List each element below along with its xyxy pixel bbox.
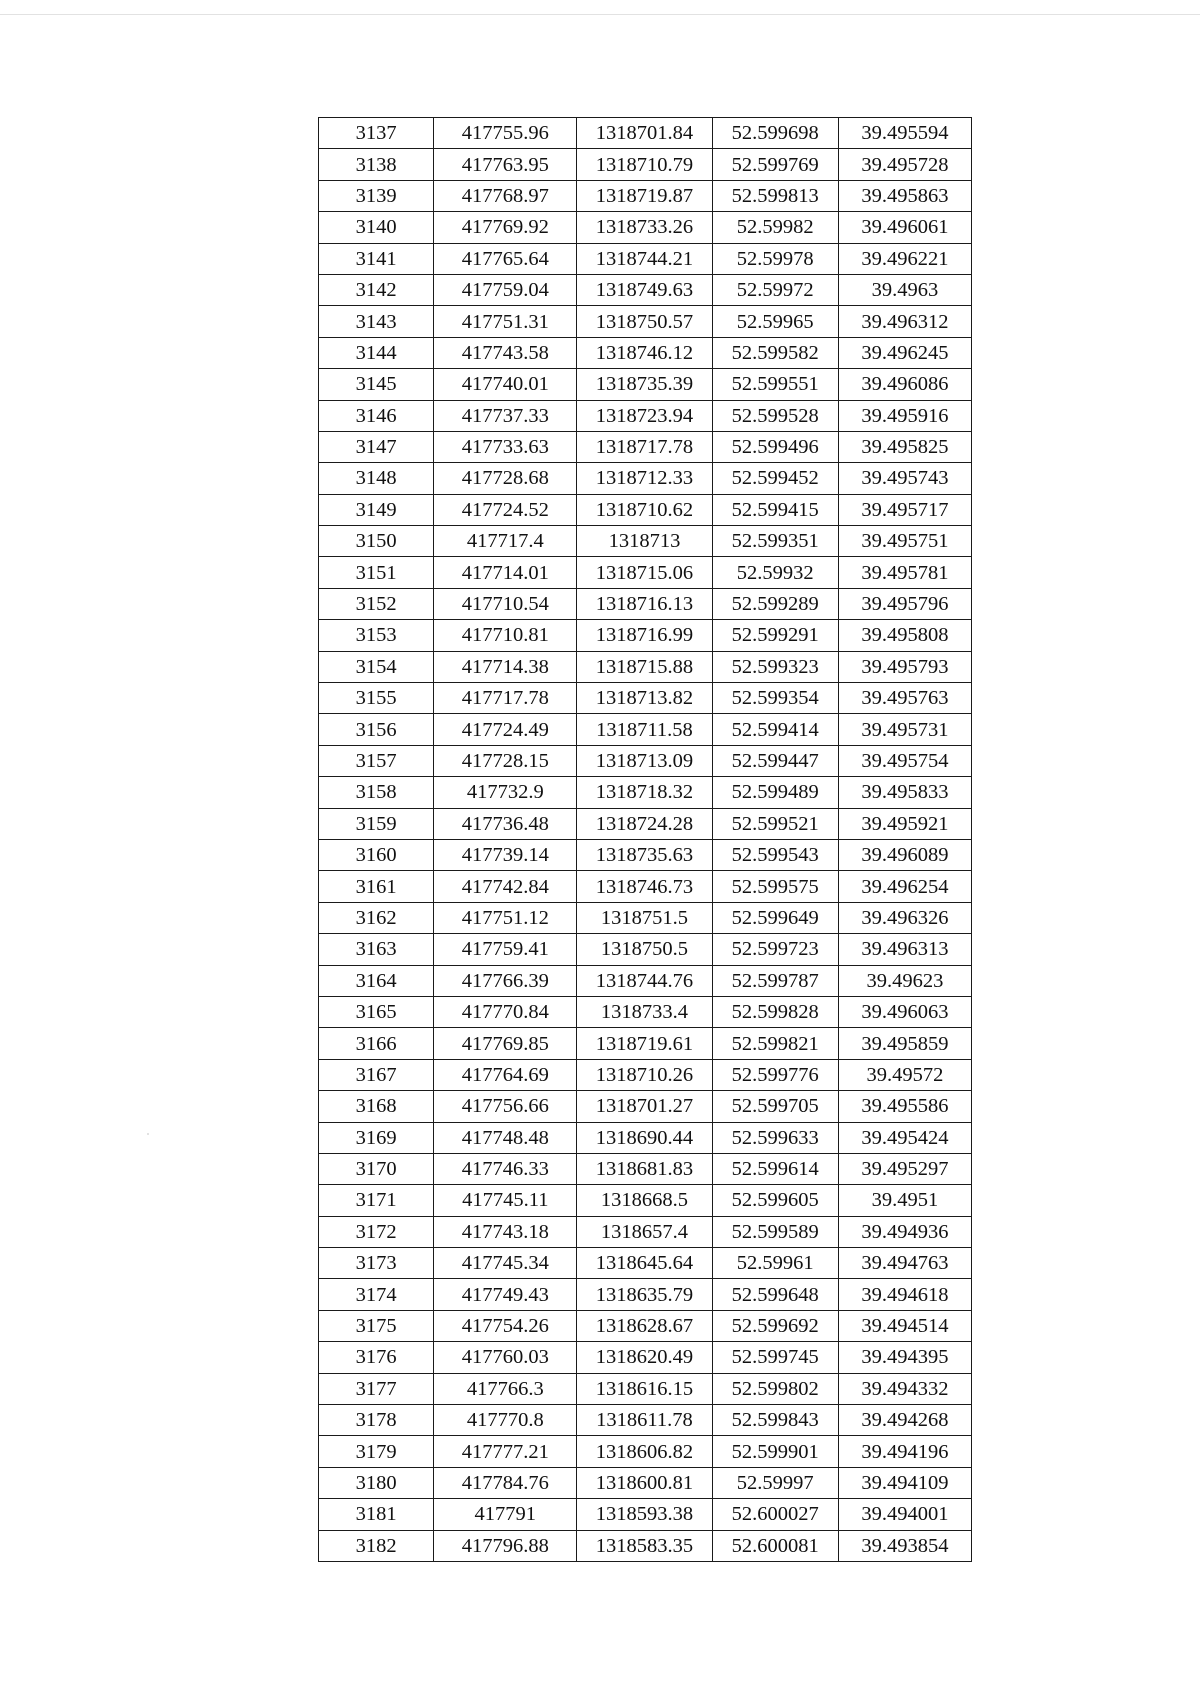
longitude-cell: 39.49623: [838, 965, 971, 996]
y-coordinate-cell: 1318733.26: [577, 212, 712, 243]
y-coordinate-cell: 1318690.44: [577, 1122, 712, 1153]
latitude-cell: 52.599843: [712, 1405, 838, 1436]
x-coordinate-cell: 417743.18: [434, 1216, 577, 1247]
x-coordinate-cell: 417743.58: [434, 337, 577, 368]
x-coordinate-cell: 417746.33: [434, 1153, 577, 1184]
longitude-cell: 39.495793: [838, 651, 971, 682]
table-row: [319, 1310, 972, 1341]
table-row: [319, 243, 972, 274]
table-row: [319, 369, 972, 400]
table-row: [319, 1405, 972, 1436]
table-row: [319, 1279, 972, 1310]
point-number-cell: 3158: [319, 777, 434, 808]
point-number-cell: 3138: [319, 149, 434, 180]
table-row: [319, 274, 972, 305]
point-number-cell: 3150: [319, 526, 434, 557]
y-coordinate-cell: 1318657.4: [577, 1216, 712, 1247]
longitude-cell: 39.495796: [838, 588, 971, 619]
latitude-cell: 52.599447: [712, 745, 838, 776]
point-number-cell: 3155: [319, 683, 434, 714]
longitude-cell: 39.494763: [838, 1248, 971, 1279]
point-number-cell: 3166: [319, 1028, 434, 1059]
x-coordinate-cell: 417755.96: [434, 118, 577, 149]
point-number-cell: 3167: [319, 1059, 434, 1090]
table-row: [319, 1059, 972, 1090]
coordinates-table-body: [319, 118, 972, 1562]
y-coordinate-cell: 1318750.57: [577, 306, 712, 337]
point-number-cell: 3163: [319, 934, 434, 965]
table-row: [319, 494, 972, 525]
x-coordinate-cell: 417710.81: [434, 620, 577, 651]
point-number-cell: 3171: [319, 1185, 434, 1216]
longitude-cell: 39.4951: [838, 1185, 971, 1216]
table-row: [319, 1530, 972, 1561]
longitude-cell: 39.495731: [838, 714, 971, 745]
table-row: [319, 683, 972, 714]
x-coordinate-cell: 417717.78: [434, 683, 577, 714]
table-row: [319, 463, 972, 494]
y-coordinate-cell: 1318724.28: [577, 808, 712, 839]
point-number-cell: 3147: [319, 431, 434, 462]
latitude-cell: 52.599414: [712, 714, 838, 745]
longitude-cell: 39.494395: [838, 1342, 971, 1373]
latitude-cell: 52.599745: [712, 1342, 838, 1373]
point-number-cell: 3165: [319, 996, 434, 1027]
latitude-cell: 52.599614: [712, 1153, 838, 1184]
latitude-cell: 52.599802: [712, 1373, 838, 1404]
longitude-cell: 39.496245: [838, 337, 971, 368]
latitude-cell: 52.599769: [712, 149, 838, 180]
y-coordinate-cell: 1318723.94: [577, 400, 712, 431]
point-number-cell: 3145: [319, 369, 434, 400]
y-coordinate-cell: 1318733.4: [577, 996, 712, 1027]
longitude-cell: 39.495781: [838, 557, 971, 588]
x-coordinate-cell: 417742.84: [434, 871, 577, 902]
y-coordinate-cell: 1318701.84: [577, 118, 712, 149]
table-row: [319, 1436, 972, 1467]
x-coordinate-cell: 417736.48: [434, 808, 577, 839]
y-coordinate-cell: 1318710.62: [577, 494, 712, 525]
table-row: [319, 1216, 972, 1247]
table-row: [319, 306, 972, 337]
y-coordinate-cell: 1318744.21: [577, 243, 712, 274]
point-number-cell: 3151: [319, 557, 434, 588]
y-coordinate-cell: 1318744.76: [577, 965, 712, 996]
y-coordinate-cell: 1318715.88: [577, 651, 712, 682]
table-row: [319, 118, 972, 149]
point-number-cell: 3175: [319, 1310, 434, 1341]
y-coordinate-cell: 1318616.15: [577, 1373, 712, 1404]
point-number-cell: 3177: [319, 1373, 434, 1404]
latitude-cell: 52.599543: [712, 839, 838, 870]
point-number-cell: 3159: [319, 808, 434, 839]
y-coordinate-cell: 1318712.33: [577, 463, 712, 494]
point-number-cell: 3142: [319, 274, 434, 305]
x-coordinate-cell: 417784.76: [434, 1467, 577, 1498]
y-coordinate-cell: 1318716.99: [577, 620, 712, 651]
longitude-cell: 39.4963: [838, 274, 971, 305]
table-row: [319, 808, 972, 839]
latitude-cell: 52.599354: [712, 683, 838, 714]
x-coordinate-cell: 417733.63: [434, 431, 577, 462]
x-coordinate-cell: 417770.84: [434, 996, 577, 1027]
x-coordinate-cell: 417764.69: [434, 1059, 577, 1090]
x-coordinate-cell: 417724.49: [434, 714, 577, 745]
longitude-cell: 39.496312: [838, 306, 971, 337]
latitude-cell: 52.600081: [712, 1530, 838, 1561]
y-coordinate-cell: 1318628.67: [577, 1310, 712, 1341]
point-number-cell: 3141: [319, 243, 434, 274]
latitude-cell: 52.599351: [712, 526, 838, 557]
table-row: [319, 1185, 972, 1216]
point-number-cell: 3161: [319, 871, 434, 902]
longitude-cell: 39.494514: [838, 1310, 971, 1341]
table-row: [319, 1467, 972, 1498]
latitude-cell: 52.599648: [712, 1279, 838, 1310]
y-coordinate-cell: 1318750.5: [577, 934, 712, 965]
point-number-cell: 3176: [319, 1342, 434, 1373]
table-row: [319, 996, 972, 1027]
latitude-cell: 52.599415: [712, 494, 838, 525]
longitude-cell: 39.494196: [838, 1436, 971, 1467]
y-coordinate-cell: 1318681.83: [577, 1153, 712, 1184]
latitude-cell: 52.599489: [712, 777, 838, 808]
x-coordinate-cell: 417765.64: [434, 243, 577, 274]
longitude-cell: 39.495825: [838, 431, 971, 462]
latitude-cell: 52.599582: [712, 337, 838, 368]
x-coordinate-cell: 417796.88: [434, 1530, 577, 1561]
point-number-cell: 3154: [319, 651, 434, 682]
table-row: [319, 839, 972, 870]
x-coordinate-cell: 417763.95: [434, 149, 577, 180]
y-coordinate-cell: 1318746.12: [577, 337, 712, 368]
latitude-cell: 52.59972: [712, 274, 838, 305]
longitude-cell: 39.495859: [838, 1028, 971, 1059]
point-number-cell: 3137: [319, 118, 434, 149]
table-row: [319, 180, 972, 211]
latitude-cell: 52.59982: [712, 212, 838, 243]
x-coordinate-cell: 417714.01: [434, 557, 577, 588]
y-coordinate-cell: 1318620.49: [577, 1342, 712, 1373]
longitude-cell: 39.496086: [838, 369, 971, 400]
latitude-cell: 52.599289: [712, 588, 838, 619]
latitude-cell: 52.599813: [712, 180, 838, 211]
latitude-cell: 52.599528: [712, 400, 838, 431]
table-row: [319, 1153, 972, 1184]
y-coordinate-cell: 1318715.06: [577, 557, 712, 588]
table-row: [319, 1373, 972, 1404]
table-row: [319, 588, 972, 619]
longitude-cell: 39.496089: [838, 839, 971, 870]
longitude-cell: 39.494936: [838, 1216, 971, 1247]
y-coordinate-cell: 1318713: [577, 526, 712, 557]
y-coordinate-cell: 1318735.63: [577, 839, 712, 870]
latitude-cell: 52.59965: [712, 306, 838, 337]
table-row: [319, 557, 972, 588]
table-row: [319, 1248, 972, 1279]
table-row: [319, 431, 972, 462]
latitude-cell: 52.599776: [712, 1059, 838, 1090]
x-coordinate-cell: 417751.31: [434, 306, 577, 337]
longitude-cell: 39.495808: [838, 620, 971, 651]
point-number-cell: 3169: [319, 1122, 434, 1153]
x-coordinate-cell: 417766.3: [434, 1373, 577, 1404]
point-number-cell: 3179: [319, 1436, 434, 1467]
table-row: [319, 400, 972, 431]
y-coordinate-cell: 1318710.26: [577, 1059, 712, 1090]
x-coordinate-cell: 417751.12: [434, 902, 577, 933]
longitude-cell: 39.496326: [838, 902, 971, 933]
longitude-cell: 39.495863: [838, 180, 971, 211]
longitude-cell: 39.493854: [838, 1530, 971, 1561]
table-row: [319, 1499, 972, 1530]
point-number-cell: 3148: [319, 463, 434, 494]
point-number-cell: 3174: [319, 1279, 434, 1310]
y-coordinate-cell: 1318719.61: [577, 1028, 712, 1059]
point-number-cell: 3181: [319, 1499, 434, 1530]
x-coordinate-cell: 417766.39: [434, 965, 577, 996]
longitude-cell: 39.496061: [838, 212, 971, 243]
latitude-cell: 52.59932: [712, 557, 838, 588]
point-number-cell: 3144: [319, 337, 434, 368]
latitude-cell: 52.599452: [712, 463, 838, 494]
latitude-cell: 52.599575: [712, 871, 838, 902]
y-coordinate-cell: 1318635.79: [577, 1279, 712, 1310]
table-row: [319, 620, 972, 651]
point-number-cell: 3180: [319, 1467, 434, 1498]
table-row: [319, 777, 972, 808]
latitude-cell: 52.599821: [712, 1028, 838, 1059]
table-row: [319, 149, 972, 180]
longitude-cell: 39.495717: [838, 494, 971, 525]
longitude-cell: 39.495586: [838, 1091, 971, 1122]
x-coordinate-cell: 417769.92: [434, 212, 577, 243]
longitude-cell: 39.494001: [838, 1499, 971, 1530]
longitude-cell: 39.495743: [838, 463, 971, 494]
x-coordinate-cell: 417759.41: [434, 934, 577, 965]
x-coordinate-cell: 417769.85: [434, 1028, 577, 1059]
latitude-cell: 52.599323: [712, 651, 838, 682]
scan-edge-line: [0, 14, 1200, 15]
y-coordinate-cell: 1318749.63: [577, 274, 712, 305]
latitude-cell: 52.599828: [712, 996, 838, 1027]
longitude-cell: 39.495594: [838, 118, 971, 149]
table-row: [319, 651, 972, 682]
x-coordinate-cell: 417748.48: [434, 1122, 577, 1153]
table-row: [319, 1342, 972, 1373]
x-coordinate-cell: 417717.4: [434, 526, 577, 557]
x-coordinate-cell: 417732.9: [434, 777, 577, 808]
point-number-cell: 3149: [319, 494, 434, 525]
table-row: [319, 212, 972, 243]
latitude-cell: 52.599901: [712, 1436, 838, 1467]
y-coordinate-cell: 1318645.64: [577, 1248, 712, 1279]
latitude-cell: 52.599705: [712, 1091, 838, 1122]
y-coordinate-cell: 1318593.38: [577, 1499, 712, 1530]
point-number-cell: 3168: [319, 1091, 434, 1122]
point-number-cell: 3143: [319, 306, 434, 337]
x-coordinate-cell: 417770.8: [434, 1405, 577, 1436]
longitude-cell: 39.495297: [838, 1153, 971, 1184]
table-row: [319, 745, 972, 776]
latitude-cell: 52.599605: [712, 1185, 838, 1216]
y-coordinate-cell: 1318718.32: [577, 777, 712, 808]
point-number-cell: 3140: [319, 212, 434, 243]
y-coordinate-cell: 1318668.5: [577, 1185, 712, 1216]
longitude-cell: 39.495833: [838, 777, 971, 808]
longitude-cell: 39.494268: [838, 1405, 971, 1436]
table-row: [319, 526, 972, 557]
y-coordinate-cell: 1318716.13: [577, 588, 712, 619]
latitude-cell: 52.599291: [712, 620, 838, 651]
longitude-cell: 39.496063: [838, 996, 971, 1027]
y-coordinate-cell: 1318701.27: [577, 1091, 712, 1122]
latitude-cell: 52.599633: [712, 1122, 838, 1153]
latitude-cell: 52.599521: [712, 808, 838, 839]
point-number-cell: 3160: [319, 839, 434, 870]
longitude-cell: 39.494332: [838, 1373, 971, 1404]
latitude-cell: 52.599787: [712, 965, 838, 996]
longitude-cell: 39.495754: [838, 745, 971, 776]
table-row: [319, 871, 972, 902]
longitude-cell: 39.495916: [838, 400, 971, 431]
coordinates-table: [318, 117, 972, 1562]
latitude-cell: 52.599496: [712, 431, 838, 462]
y-coordinate-cell: 1318711.58: [577, 714, 712, 745]
x-coordinate-cell: 417759.04: [434, 274, 577, 305]
point-number-cell: 3182: [319, 1530, 434, 1561]
x-coordinate-cell: 417737.33: [434, 400, 577, 431]
y-coordinate-cell: 1318713.09: [577, 745, 712, 776]
latitude-cell: 52.59978: [712, 243, 838, 274]
y-coordinate-cell: 1318583.35: [577, 1530, 712, 1561]
point-number-cell: 3178: [319, 1405, 434, 1436]
x-coordinate-cell: 417740.01: [434, 369, 577, 400]
y-coordinate-cell: 1318606.82: [577, 1436, 712, 1467]
longitude-cell: 39.495751: [838, 526, 971, 557]
x-coordinate-cell: 417714.38: [434, 651, 577, 682]
longitude-cell: 39.494109: [838, 1467, 971, 1498]
x-coordinate-cell: 417749.43: [434, 1279, 577, 1310]
x-coordinate-cell: 417724.52: [434, 494, 577, 525]
table-row: [319, 1028, 972, 1059]
x-coordinate-cell: 417710.54: [434, 588, 577, 619]
x-coordinate-cell: 417760.03: [434, 1342, 577, 1373]
x-coordinate-cell: 417791: [434, 1499, 577, 1530]
y-coordinate-cell: 1318611.78: [577, 1405, 712, 1436]
longitude-cell: 39.496221: [838, 243, 971, 274]
point-number-cell: 3157: [319, 745, 434, 776]
latitude-cell: 52.599698: [712, 118, 838, 149]
latitude-cell: 52.600027: [712, 1499, 838, 1530]
x-coordinate-cell: 417768.97: [434, 180, 577, 211]
point-number-cell: 3170: [319, 1153, 434, 1184]
latitude-cell: 52.599551: [712, 369, 838, 400]
latitude-cell: 52.599589: [712, 1216, 838, 1247]
longitude-cell: 39.495921: [838, 808, 971, 839]
x-coordinate-cell: 417745.11: [434, 1185, 577, 1216]
longitude-cell: 39.495763: [838, 683, 971, 714]
table-row: [319, 934, 972, 965]
table-row: [319, 902, 972, 933]
x-coordinate-cell: 417728.68: [434, 463, 577, 494]
point-number-cell: 3173: [319, 1248, 434, 1279]
x-coordinate-cell: 417745.34: [434, 1248, 577, 1279]
longitude-cell: 39.49572: [838, 1059, 971, 1090]
table-row: [319, 337, 972, 368]
y-coordinate-cell: 1318600.81: [577, 1467, 712, 1498]
table-row: [319, 714, 972, 745]
y-coordinate-cell: 1318710.79: [577, 149, 712, 180]
latitude-cell: 52.599649: [712, 902, 838, 933]
x-coordinate-cell: 417754.26: [434, 1310, 577, 1341]
x-coordinate-cell: 417777.21: [434, 1436, 577, 1467]
y-coordinate-cell: 1318717.78: [577, 431, 712, 462]
x-coordinate-cell: 417739.14: [434, 839, 577, 870]
y-coordinate-cell: 1318735.39: [577, 369, 712, 400]
point-number-cell: 3172: [319, 1216, 434, 1247]
y-coordinate-cell: 1318719.87: [577, 180, 712, 211]
point-number-cell: 3162: [319, 902, 434, 933]
longitude-cell: 39.494618: [838, 1279, 971, 1310]
point-number-cell: 3164: [319, 965, 434, 996]
latitude-cell: 52.59997: [712, 1467, 838, 1498]
longitude-cell: 39.496313: [838, 934, 971, 965]
table-row: [319, 1122, 972, 1153]
longitude-cell: 39.496254: [838, 871, 971, 902]
table-row: [319, 965, 972, 996]
x-coordinate-cell: 417728.15: [434, 745, 577, 776]
latitude-cell: 52.599692: [712, 1310, 838, 1341]
point-number-cell: 3152: [319, 588, 434, 619]
table-row: [319, 1091, 972, 1122]
scan-speck: [147, 1133, 149, 1135]
y-coordinate-cell: 1318713.82: [577, 683, 712, 714]
longitude-cell: 39.495728: [838, 149, 971, 180]
x-coordinate-cell: 417756.66: [434, 1091, 577, 1122]
y-coordinate-cell: 1318746.73: [577, 871, 712, 902]
point-number-cell: 3139: [319, 180, 434, 211]
longitude-cell: 39.495424: [838, 1122, 971, 1153]
point-number-cell: 3153: [319, 620, 434, 651]
latitude-cell: 52.59961: [712, 1248, 838, 1279]
y-coordinate-cell: 1318751.5: [577, 902, 712, 933]
latitude-cell: 52.599723: [712, 934, 838, 965]
point-number-cell: 3146: [319, 400, 434, 431]
point-number-cell: 3156: [319, 714, 434, 745]
